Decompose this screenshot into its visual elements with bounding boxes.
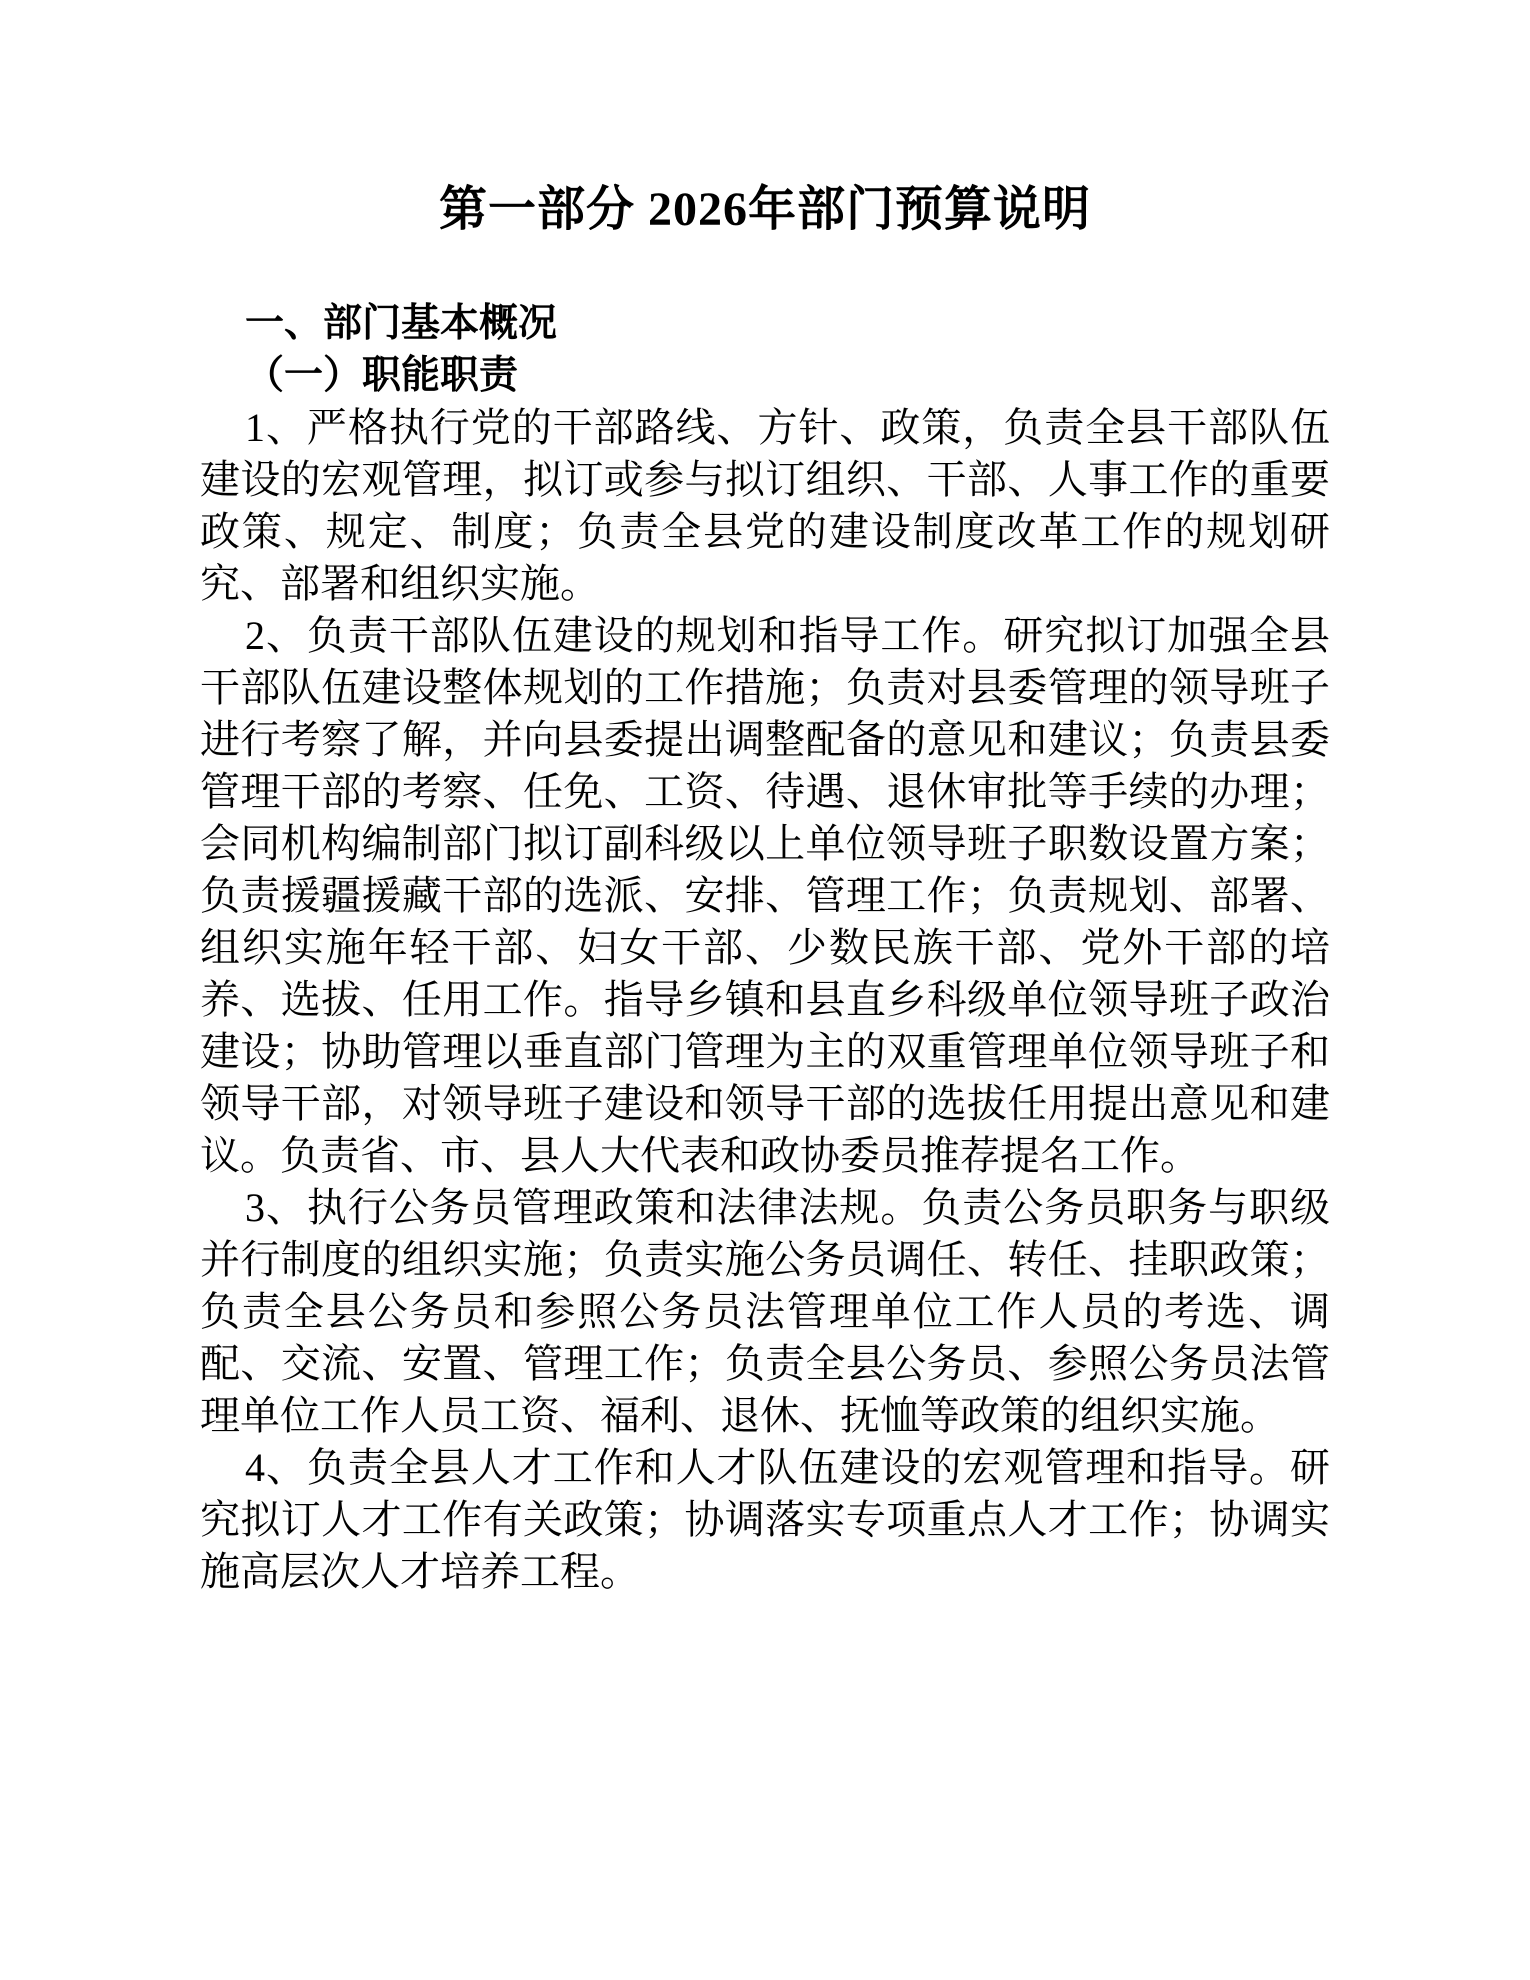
document-title: 第一部分 2026年部门预算说明 (438, 183, 1091, 236)
subsection-heading: （一）职能职责 (245, 354, 519, 397)
body-paragraph-4: 4、负责全县人才工作和人才队伍建设的宏观管理和指导。研究拟订人才工作有关政策；协调落实专项重点人才工作；协调实施高层次人才培养工程。 (200, 1445, 1330, 1594)
body-paragraph-1: 1、严格执行党的干部路线、方针、政策，负责全县干部队伍建设的宏观管理，拟订或参与拟订组织、干部、人事工作的重要政策、规定、制度；负责全县党的建设制度改革工作的规划研究、部署和组织实施。 (200, 405, 1330, 606)
section-heading: 一、部门基本概况 (245, 302, 558, 345)
body-paragraph-2: 2、负责干部队伍建设的规划和指导工作。研究拟订加强全县干部队伍建设整体规划的工作措施；负责对县委管理的领导班子进行考察了解，并向县委提出调整配备的意见和建议；负责县委管理干部的考察、任免、工资、待遇、退休审批等手续的办理；会同机构编制部门拟订副科级以上单位领导班子职数设置方案；负责援疆援藏干部的选派、安排、管理工作；负责规划、部署、组织实施年轻干部、妇女干部、少数民族干部、党外干部的培养、选拔、任用工作。指导乡镇和县直乡科级单位领导班子政治建设；协助管理以垂直部门管理为主的双重管理单位领导班子和领导干部，对领导班子建设和领导干部的选拔任用提出意见和建议。负责省、市、县人大代表和政协委员推荐提名工作。 (200, 613, 1330, 1178)
body-paragraph-3: 3、执行公务员管理政策和法律法规。负责公务员职务与职级并行制度的组织实施；负责实施公务员调任、转任、挂职政策；负责全县公务员和参照公务员法管理单位工作人员的考选、调配、交流、安置、管理工作；负责全县公务员、参照公务员法管理单位工作人员工资、福利、退休、抚恤等政策的组织实施。 (200, 1185, 1330, 1438)
